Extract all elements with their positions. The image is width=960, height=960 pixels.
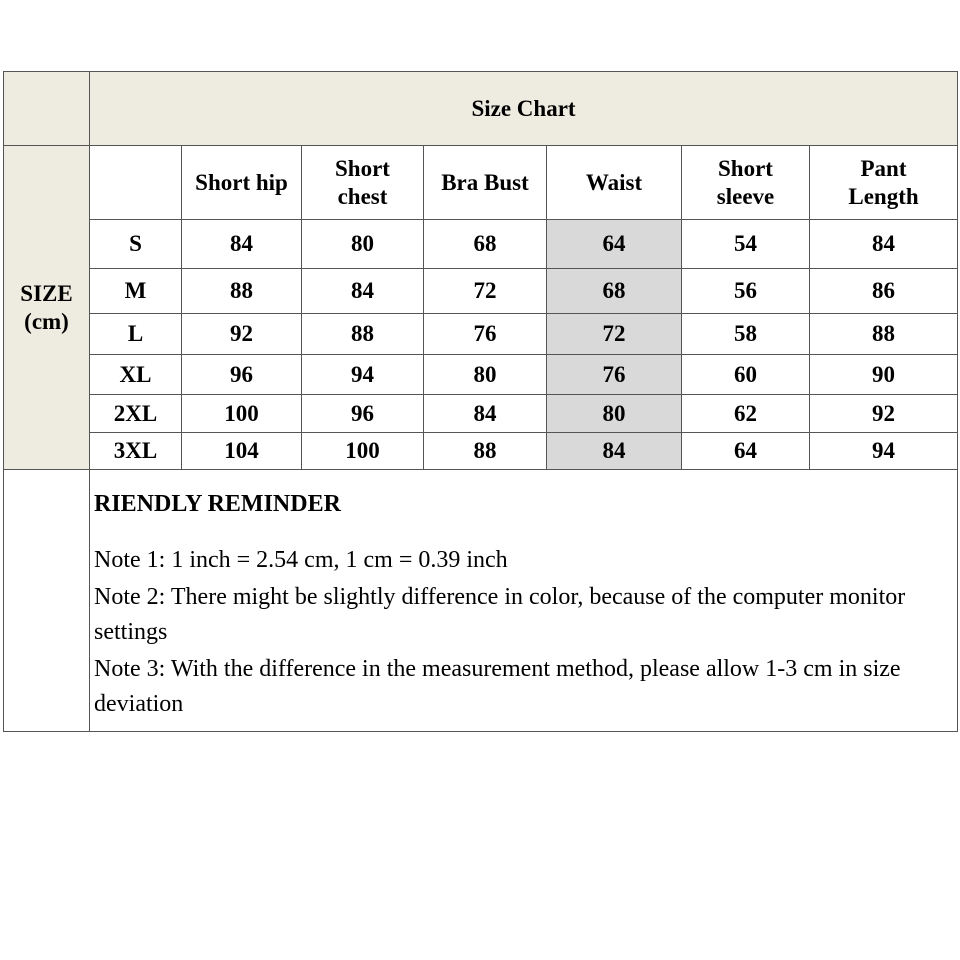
table-row <box>4 433 958 470</box>
col-header-short-hip: Short hip <box>182 146 302 220</box>
waist-value-cell: 84 <box>547 433 682 470</box>
value-cell: 90 <box>810 355 958 395</box>
waist-value-cell: 68 <box>547 269 682 314</box>
value-cell: 60 <box>682 355 810 395</box>
col-header-short-chest: Short chest <box>302 146 424 220</box>
value-cell: 96 <box>302 395 424 433</box>
notes-left-blank <box>4 470 90 732</box>
value-cell: 84 <box>182 220 302 269</box>
col-header-waist: Waist <box>547 146 682 220</box>
value-cell: 88 <box>424 433 547 470</box>
value-cell: 58 <box>682 314 810 355</box>
value-cell: 94 <box>302 355 424 395</box>
size-chart-table <box>3 71 958 732</box>
size-cell: 2XL <box>90 395 182 433</box>
column-header-row <box>4 146 958 220</box>
value-cell: 80 <box>424 355 547 395</box>
value-cell: 88 <box>302 314 424 355</box>
chart-title: Size Chart <box>90 72 958 146</box>
size-header-blank <box>90 146 182 220</box>
note-2: Note 2: There might be slightly difference in color, because of the computer monitor settings <box>94 583 906 645</box>
value-cell: 100 <box>302 433 424 470</box>
size-cell: 3XL <box>90 433 182 470</box>
table-row <box>4 269 958 314</box>
value-cell: 92 <box>182 314 302 355</box>
value-cell: 100 <box>182 395 302 433</box>
note-3: Note 3: With the difference in the measurement method, please allow 1-3 cm in size deviation <box>94 655 901 717</box>
value-cell: 84 <box>424 395 547 433</box>
col-header-pant-length: Pant Length <box>810 146 958 220</box>
value-cell: 72 <box>424 269 547 314</box>
waist-value-cell: 72 <box>547 314 682 355</box>
corner-cell <box>4 72 90 146</box>
size-label-line-2: (cm) <box>24 308 69 334</box>
waist-value-cell: 64 <box>547 220 682 269</box>
value-cell: 54 <box>682 220 810 269</box>
value-cell: 62 <box>682 395 810 433</box>
value-cell: 94 <box>810 433 958 470</box>
waist-value-cell: 80 <box>547 395 682 433</box>
value-cell: 88 <box>810 314 958 355</box>
waist-value-cell: 76 <box>547 355 682 395</box>
col-header-short-sleeve: Short sleeve <box>682 146 810 220</box>
size-cell: XL <box>90 355 182 395</box>
size-label-line-1: SIZE <box>20 280 73 306</box>
table-row <box>4 355 958 395</box>
value-cell: 68 <box>424 220 547 269</box>
size-chart <box>3 71 957 731</box>
value-cell: 84 <box>302 269 424 314</box>
col-header-bra-bust: Bra Bust <box>424 146 547 220</box>
value-cell: 64 <box>682 433 810 470</box>
value-cell: 84 <box>810 220 958 269</box>
size-cell: M <box>90 269 182 314</box>
value-cell: 80 <box>302 220 424 269</box>
size-cell: S <box>90 220 182 269</box>
notes-cell <box>90 470 958 732</box>
value-cell: 88 <box>182 269 302 314</box>
table-row <box>4 220 958 269</box>
value-cell: 86 <box>810 269 958 314</box>
value-cell: 56 <box>682 269 810 314</box>
note-1: Note 1: 1 inch = 2.54 cm, 1 cm = 0.39 inch <box>94 546 508 573</box>
size-cell: L <box>90 314 182 355</box>
value-cell: 96 <box>182 355 302 395</box>
value-cell: 104 <box>182 433 302 470</box>
value-cell: 92 <box>810 395 958 433</box>
size-unit-label <box>4 146 90 470</box>
notes-row <box>4 470 958 732</box>
table-row <box>4 395 958 433</box>
value-cell: 76 <box>424 314 547 355</box>
table-row <box>4 314 958 355</box>
reminder-heading: RIENDLY REMINDER <box>94 491 341 517</box>
